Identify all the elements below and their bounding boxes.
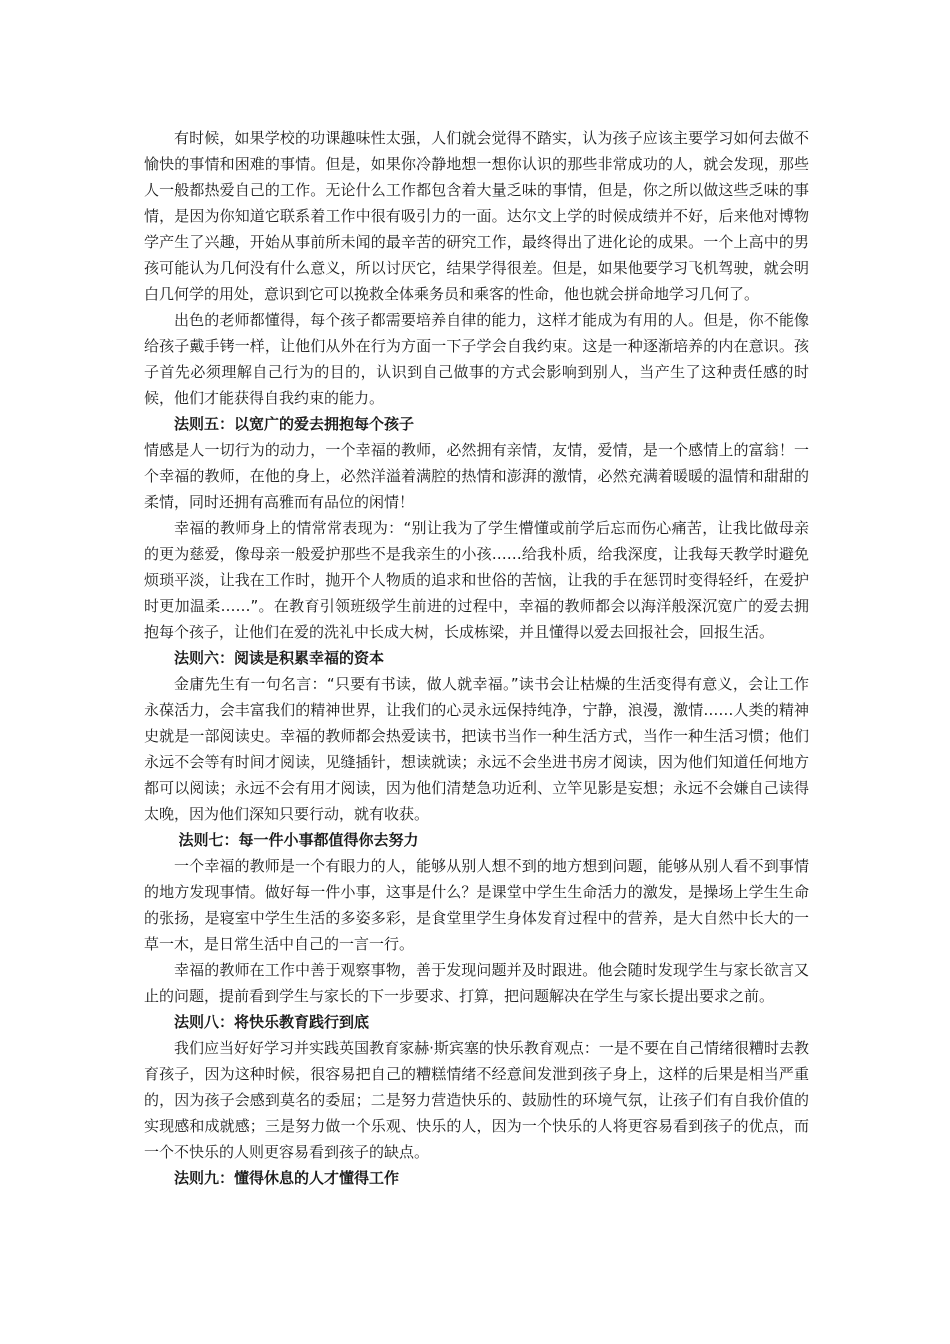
heading-rule-6: 法则六：阅读是积累幸福的资本 bbox=[174, 649, 385, 667]
paragraph-self-discipline: 出色的老师都懂得，每个孩子都需要培养自律的能力，这样才能成为有用的人。但是，你不能像给孩子戴手铐一样，让他们从外在行为方面一下子学会自我约束。这是一种逐渐培养的内在意识。孩子首先必须理解自己行为的目的，认识到自己做事的方式会影响到别人，当产生了这种责任感的时候，他们才能获得自我约束的能力。 bbox=[144, 311, 809, 407]
paragraph-interest-learning: 有时候，如果学校的功课趣味性太强，人们就会觉得不踏实，认为孩子应该主要学习如何去做不愉快的事情和困难的事情。但是，如果你冷静地想一想你认识的那些非常成功的人，就会发现，那些人一般都热爱自己的工作。无论什么工作都包含着大量乏味的事情，但是，你之所以做这些乏味的事情，是因为你知道它联系着工作中很有吸引力的一面。达尔文上学的时候成绩并不好，后来他对博物学产生了兴趣，开始从事前所未闻的最辛苦的研究工作，最终得出了进化论的成果。一个上高中的男孩可能认为几何没有什么意义，所以讨厌它，结果学得很差。但是，如果他要学习飞机驾驶，就会明白几何学的用处，意识到它可以挽救全体乘务员和乘客的性命，他也就会拼命地学习几何了。 bbox=[144, 129, 809, 303]
paragraph-teacher-love: 幸福的教师身上的情常常表现为：“别让我为了学生懵懂或前学后忘而伤心痛苦，让我比做母亲的更为慈爱，像母亲一般爱护那些不是我亲生的小孩……给我朴质，给我深度，让我每天教学时避免烦琐平淡，让我在工作时，抛开个人物质的追求和世俗的苦恼，让我的手在惩罚时变得轻纤，在爱护时更加温柔……”。在教育引领班级学生前进的过程中，幸福的教师都会以海洋般深沉宽广的爱去拥抱每个孩子，让他们在爱的洗礼中长成大树，长成栋梁，并且懂得以爱去回报社会，回报生活。 bbox=[144, 519, 809, 641]
paragraph-reading: 金庸先生有一句名言：“只要有书读，做人就幸福。”读书会让枯燥的生活变得有意义，会让工作永葆活力，会丰富我们的精神世界，让我们的心灵永远保持纯净，宁静，浪漫，激情……人类的精神史就是一部阅读史。幸福的教师都会热爱读书，把读书当作一种生活方式，当作一种生活习惯；他们永远不会等有时间才阅读，见缝插针，想读就读；永远不会坐进书房才阅读，因为他们知道任何地方都可以阅读；永远不会有用才阅读，因为他们清楚急功近利、立竿见影是妄想；永远不会嫌自己读得太晚，因为他们深知只要行动，就有收获。 bbox=[144, 675, 809, 823]
document-page bbox=[144, 125, 809, 1191]
paragraph-happy-education: 我们应当好好学习并实践英国教育家赫·斯宾塞的快乐教育观点：一是不要在自己情绪很糟时去教育孩子，因为这种时候，很容易把自己的糟糕情绪不经意间发泄到孩子身上，这样的后果是相当严重的，因为孩子会感到莫名的委屈；二是努力营造快乐的、鼓励性的环境气氛，让孩子们有自我价值的实现感和成就感；三是努力做一个乐观、快乐的人，因为一个快乐的人将更容易看到孩子的优点，而一个不快乐的人则更容易看到孩子的缺点。 bbox=[144, 1039, 809, 1161]
paragraph-small-things: 一个幸福的教师是一个有眼力的人，能够从别人想不到的地方想到问题，能够从别人看不到事情的地方发现事情。做好每一件小事，这事是什么？是课堂中学生生命活力的激发，是操场上学生生命的张扬，是寝室中学生生活的多姿多彩，是食堂里学生身体发育过程中的营养，是大自然中长大的一草一木，是日常生活中自己的一言一行。 bbox=[144, 857, 809, 953]
paragraph-emotion: 情感是人一切行为的动力，一个幸福的教师，必然拥有亲情，友情，爱情，是一个感情上的富翁！一个幸福的教师，在他的身上，必然洋溢着满腔的热情和澎湃的激情，必然充满着暖暖的温情和甜甜的柔情，同时还拥有高雅而有品位的闲情！ bbox=[144, 441, 809, 511]
heading-rule-5: 法则五：以宽广的爱去拥抱每个孩子 bbox=[174, 415, 415, 433]
heading-rule-9: 法则九：懂得休息的人才懂得工作 bbox=[174, 1169, 400, 1187]
paragraph-observation: 幸福的教师在工作中善于观察事物，善于发现问题并及时跟进。他会随时发现学生与家长欲言又止的问题，提前看到学生与家长的下一步要求、打算，把问题解决在学生与家长提出要求之前。 bbox=[144, 961, 809, 1005]
heading-rule-7: 法则七：每一件小事都值得你去努力 bbox=[178, 831, 419, 849]
heading-rule-8: 法则八：将快乐教育践行到底 bbox=[174, 1013, 370, 1031]
